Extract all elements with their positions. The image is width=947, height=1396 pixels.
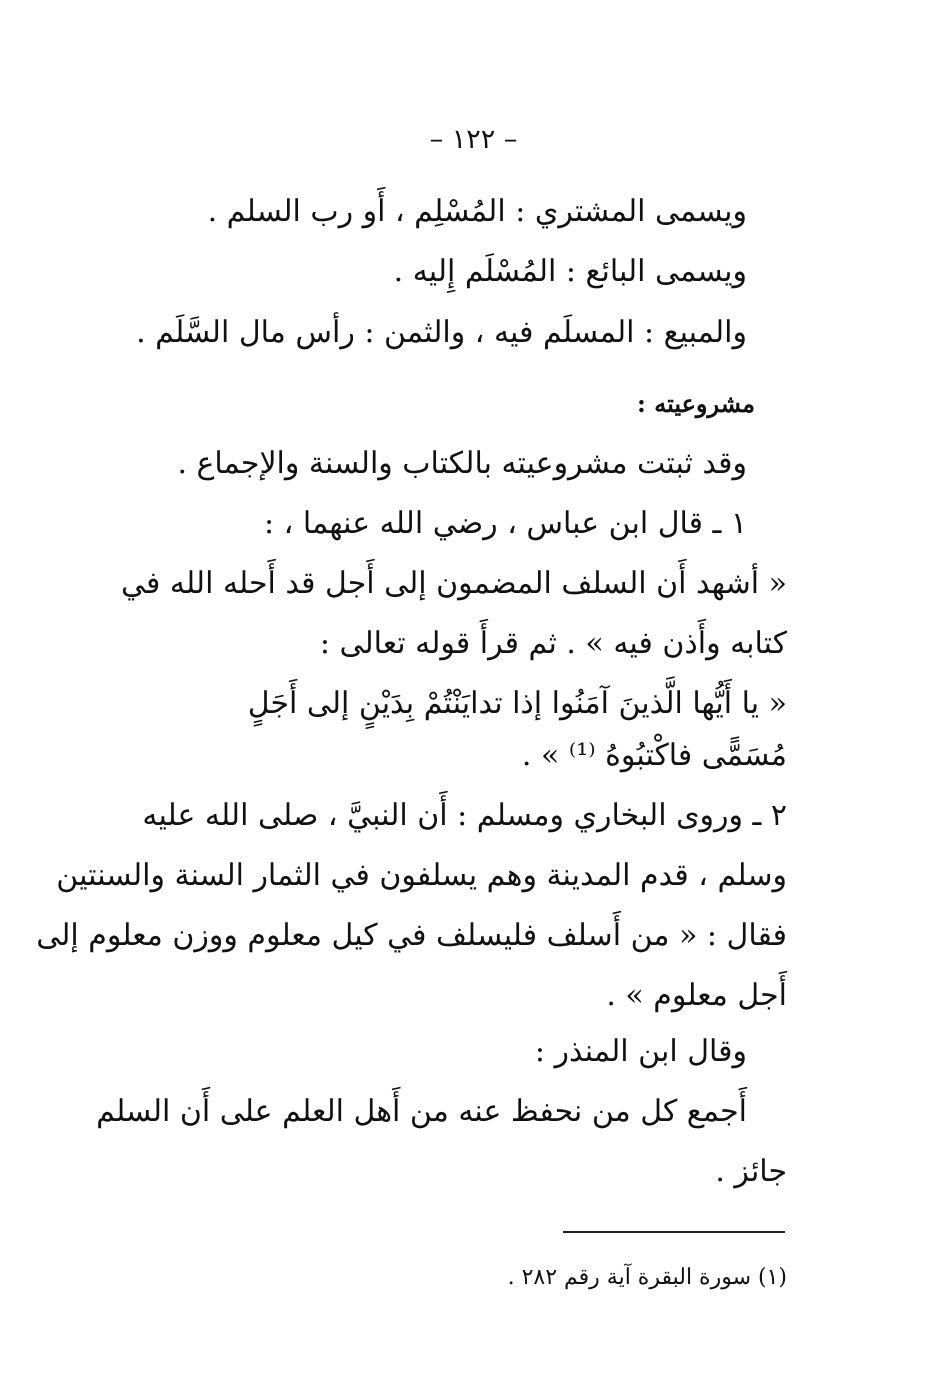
footnote-divider <box>563 1231 785 1233</box>
section-heading: مشروعيته : <box>637 389 755 418</box>
text-line-3: والمبيع : المسلَم فيه ، والثمن : رأس مال السَّلَم . <box>136 315 747 350</box>
quran-verse-line-1: « يا أَيُّها الَّذينَ آمَنُوا إذا تدايَنْتُمْ بِدَيْنٍ إلى أَجَلٍ <box>247 686 787 721</box>
text-line-14: وقال ابن المنذر : <box>534 1034 747 1069</box>
text-line-5: ١ ـ قال ابن عباس ، رضي الله عنهما ، : <box>264 506 747 541</box>
text-line-16: جائز . <box>715 1154 787 1189</box>
text-line-1: ويسمى المشتري : المُسْلِم ، أَو رب السلم . <box>207 194 747 229</box>
text-line-7: كتابه وأَذن فيه » . ثم قرأَ قوله تعالى : <box>319 626 787 661</box>
text-line-2: ويسمى البائع : المُسْلَم إِليه . <box>393 254 747 289</box>
text-line-11: وسلم ، قدم المدينة وهم يسلفون في الثمار السنة والسنتين <box>56 858 787 893</box>
text-line-4: وقد ثبتت مشروعيته بالكتاب والسنة والإجماع . <box>177 446 747 481</box>
text-line-10: ٢ ـ وروى البخاري ومسلم : أَن النبيَّ ، صلى الله عليه <box>142 798 787 833</box>
footnote: (١) سورة البقرة آية رقم ٢٨٢ . <box>507 1265 787 1290</box>
quran-verse-line-2: مُسَمًّى فاكْتبُوهُ ⁽¹⁾ » . <box>521 738 787 773</box>
page-number: – ١٢٢ – <box>429 124 518 155</box>
text-line-12: فقال : « من أَسلف فليسلف في كيل معلوم ووزن معلوم إلى <box>36 918 787 953</box>
text-line-6: « أشهد أَن السلف المضمون إلى أَجل قد أَحله الله في <box>121 566 787 601</box>
text-line-13: أَجل معلوم » . <box>606 978 787 1013</box>
text-line-15: أَجمع كل من نحفظ عنه من أَهل العلم على أَن السلم <box>96 1094 747 1129</box>
